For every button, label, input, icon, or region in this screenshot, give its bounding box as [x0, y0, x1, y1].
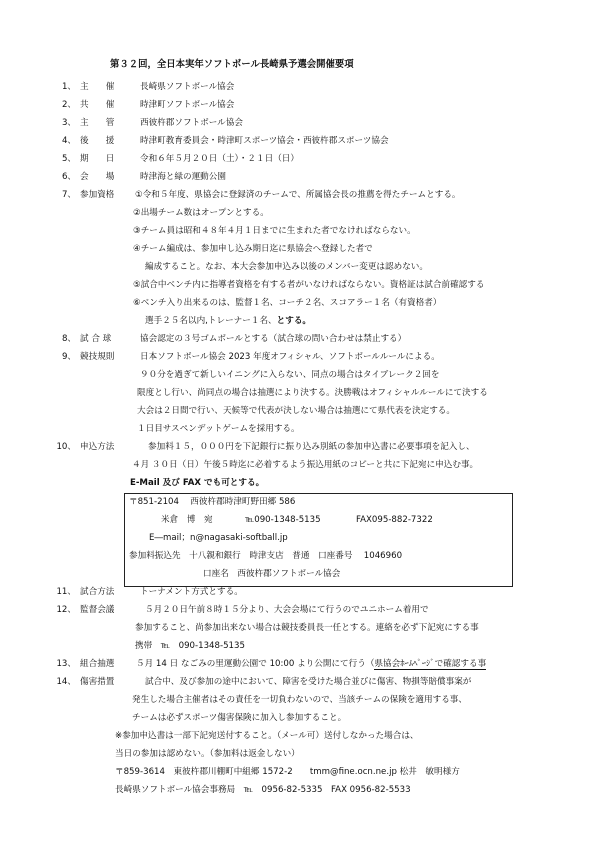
item-label: 主 催: [80, 82, 115, 92]
item-label: 申込方法: [80, 442, 115, 452]
contact-name: 米倉 博 宛: [161, 515, 213, 525]
shogai-line: チームは必ずスポーツ傷害保険に加入し参加すること。: [132, 713, 347, 723]
sanka-line: ①令和５年度、県協会に登録済のチームで、所属協会長の推薦を得たチームとする。: [135, 190, 461, 200]
sanka-line: ④チーム編成は、参加申し込み期日迄に県協会へ登録した者で: [133, 244, 373, 254]
item-label: 傷害措置: [80, 677, 115, 687]
moushikomi-line: ４月 ３０日（日）午後５時迄に必着するよう振込用紙のコピーと共に下記宛に申込む事。: [132, 460, 479, 470]
item-value: 協会認定の３号ゴムボールとする（試合球の問い合わせは禁止する）: [140, 334, 407, 344]
sanka-line: ③チーム員は昭和４８年４月１日までに生まれた者でなければならない。: [133, 226, 416, 236]
email-fax-note: E-Mail 及び FAX でも可とする。: [130, 478, 265, 488]
chusen-underlined-text: 県協会ﾎｰﾑﾍﾟｰｼﾞで確認する事: [374, 659, 487, 669]
sanka-line: ⑤試合中ベンチ内に指導者資格を有する者がいなければならない。資格証は試合前確認する: [133, 280, 485, 290]
item-number: 12、: [56, 605, 76, 615]
item-number: 3、: [61, 118, 76, 128]
moushikomi-line: 参加料１５，０００円を下記銀行に振り込み別紙の参加申込書に必要事項を記入し、: [148, 442, 475, 452]
shogai-line: 試合中、及び参加の途中において、障害を受けた場合並びに傷害、物損等賠償事案が: [145, 677, 472, 687]
item-number: 10、: [56, 442, 76, 452]
item-number: 5、: [61, 154, 76, 164]
footer-note: 当日の参加は認めない。（参加料は返金しない）: [115, 749, 300, 759]
chusen-value: [136, 658, 486, 670]
item-label: 会 場: [80, 172, 115, 182]
item-value: 西彼杵郡ソフトボール協会: [140, 118, 243, 128]
footer-note: ※参加申込書は一部下記宛送付すること。（メール可）送付しなかった場合は、: [115, 731, 419, 741]
item-label: 参加資格: [80, 190, 115, 200]
item-label: 後 援: [80, 136, 115, 146]
item-number: 6、: [61, 172, 76, 182]
item-number: 8、: [61, 334, 76, 344]
contact-tel: ℡090-1348-5135: [245, 515, 321, 525]
kantoku-phone: 携帯 ℡ 090-1348-5135: [135, 641, 245, 651]
kisoku-line: １日目サスペンデットゲームを採用する。: [137, 424, 300, 434]
item-label: 主 管: [80, 118, 115, 128]
item-number: 1、: [61, 82, 76, 92]
document-title: 第３２回，全日本実年ソフトボール長崎県予選会開催要項: [110, 59, 354, 70]
item-label: 監督会議: [80, 605, 115, 615]
item-label: 試 合 球: [80, 334, 112, 344]
item-number: 14、: [56, 677, 76, 687]
item-number: 9、: [61, 352, 76, 362]
sanka-line: 編成すること。なお、本大会参加申込み以後のメンバー変更は認めない。: [145, 262, 428, 272]
item-value: 長崎県ソフトボール協会: [140, 82, 235, 92]
contact-address: 〒851-2104 西彼杵郡時津町野田郷 586: [129, 497, 296, 507]
item-value: 時津町教育委員会・時津町スポーツ協会・西彼杵郡スポーツ協会: [140, 136, 389, 146]
item-label: 組合抽選: [80, 659, 115, 669]
item-label: 共 催: [80, 100, 115, 110]
contact-account-name: 口座名 西彼杵郡ソフトボール協会: [203, 569, 341, 579]
kantoku-line: ５月２０日午前８時１５分より、大会会場にて行うのでユニホーム着用で: [145, 605, 429, 615]
kisoku-line: ９０分を過ぎて新しいイニングに入らない、同点の場合はタイブレーク２回を: [140, 370, 440, 380]
shogai-line: 発生した場合主催者はその責任を一切負わないので、当該チームの保険を適用する事、: [132, 695, 467, 705]
item-number: 13、: [56, 659, 76, 669]
chusen-text: ５月 14 日 なごみの里運動公園で 10:00 より公開にて行う（: [136, 659, 375, 669]
kisoku-line: 日本ソフトボール協会 2023 年度オフィシャル、ソフトボールルールによる。: [140, 352, 440, 362]
contact-bank: 参加料振込先 十八親和銀行 時津支店 普通 口座番号 1046960: [129, 551, 403, 561]
sanka-line: ⑥ベンチ入り出来るのは、監督１名、コーチ２名、スコアラー１名（有資格者）: [133, 298, 442, 308]
item-value: トーナメント方式とする。: [140, 587, 243, 597]
contact-email: E―mail；n@nagasaki-softball.jp: [149, 533, 288, 543]
item-value: 時津海と緑の運動公園: [140, 172, 226, 182]
item-number: 2、: [61, 100, 76, 110]
item-label: 試合方法: [80, 587, 115, 597]
item-value: 令和６年５月２０日（土）・２１日（日）: [140, 154, 299, 164]
item-value: 時津町ソフトボール協会: [140, 100, 235, 110]
kisoku-line: 限度とし行い、尚同点の場合は抽選により決する。決勝戦はオフィシャルルールにて決する: [137, 388, 488, 398]
item-number: 7、: [61, 190, 76, 200]
kisoku-line: 大会は２日間で行い、天候等で代表が決しない場合は抽選にて県代表を決定する。: [137, 406, 455, 416]
footer-address: 〒859-3614 東彼杵郡川棚町中組郷 1572-2 tmm@fine.ocn.ne.jp 松井 敏明様方: [115, 767, 460, 777]
item-number: 11、: [56, 587, 76, 597]
item-label: 期 日: [80, 154, 115, 164]
sanka-line: ②出場チーム数はオープンとする。: [133, 208, 269, 218]
kantoku-line: 参加すること、尚参加出来ない場合は競技委員長一任とする。連絡を必ず下記宛にする事: [135, 623, 479, 633]
item-label: 競技規則: [80, 352, 115, 362]
sanka-line: 選手２５名以内,トレーナー１名、: [145, 316, 277, 326]
sanka-line-last: [145, 315, 311, 327]
sanka-line-end: とする。: [276, 316, 312, 326]
footer-office: 長崎県ソフトボール協会事務局 ℡ 0956-82-5335 FAX 0956-82-5533: [115, 785, 411, 795]
contact-fax: FAX095-882-7322: [356, 515, 433, 525]
contact-box: [124, 493, 513, 587]
item-number: 4、: [61, 136, 76, 146]
